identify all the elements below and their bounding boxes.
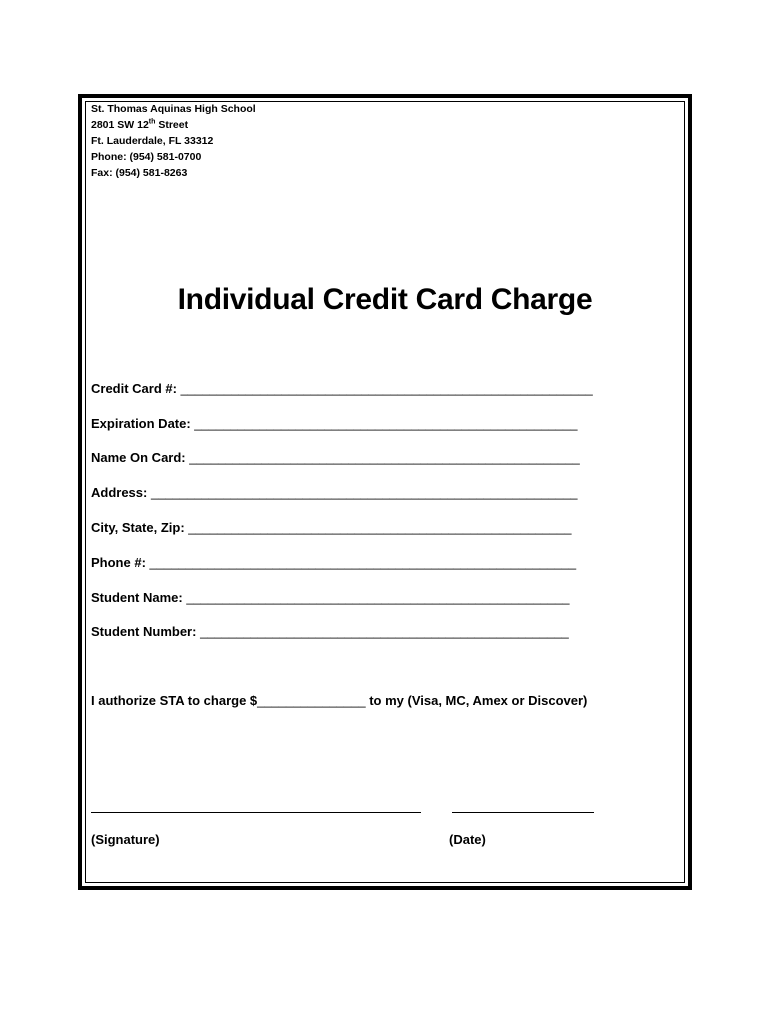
field-blank[interactable]: _____________________________________________________	[188, 520, 572, 535]
school-name: St. Thomas Aquinas High School	[91, 103, 256, 115]
school-street	[91, 117, 256, 133]
name-on-card-field[interactable]	[91, 450, 580, 465]
authorize-suffix: to my (Visa, MC, Amex or Discover)	[365, 693, 588, 708]
phone-field[interactable]	[91, 555, 576, 570]
date-caption: (Date)	[449, 832, 486, 847]
school-city: Ft. Lauderdale, FL 33312	[91, 135, 214, 147]
street-number: 2801 SW 12	[91, 119, 149, 131]
signature-caption: (Signature)	[91, 832, 160, 847]
school-fax: Fax: (954) 581-8263	[91, 167, 188, 179]
field-blank[interactable]: ___________________________________________________________	[150, 485, 578, 500]
field-label: Name On Card:	[91, 450, 190, 465]
authorize-prefix: I authorize STA to charge $	[91, 693, 258, 708]
field-label: Student Number:	[91, 624, 201, 639]
expiration-date-field[interactable]	[91, 416, 578, 431]
field-blank[interactable]: _____________________________________________________	[186, 590, 570, 605]
field-blank[interactable]: ___________________________________________________	[200, 624, 569, 639]
field-blank[interactable]: _____________________________________________________	[194, 416, 578, 431]
field-blank[interactable]: _________________________________________________________	[180, 381, 593, 396]
signature-line[interactable]	[91, 812, 421, 813]
field-label: City, State, Zip:	[91, 520, 189, 535]
city-state-zip-field[interactable]	[91, 520, 571, 535]
student-number-field[interactable]	[91, 624, 569, 639]
address-field[interactable]	[91, 485, 578, 500]
school-phone: Phone: (954) 581-0700	[91, 151, 202, 163]
student-name-field[interactable]	[91, 590, 570, 605]
field-label: Phone #:	[91, 555, 150, 570]
street-ordinal: th	[148, 118, 156, 126]
field-label: Credit Card #:	[91, 381, 181, 396]
field-label: Address:	[91, 485, 151, 500]
credit-card-number-field[interactable]	[91, 381, 593, 396]
field-blank[interactable]: ______________________________________________________	[189, 450, 580, 465]
street-suffix: Street	[155, 119, 189, 131]
field-blank[interactable]: ___________________________________________________________	[149, 555, 577, 570]
field-label: Student Name:	[91, 590, 187, 605]
school-header	[91, 101, 256, 181]
amount-blank[interactable]: _______________	[257, 693, 366, 708]
authorize-statement	[91, 693, 587, 708]
field-label: Expiration Date:	[91, 416, 195, 431]
form-title: Individual Credit Card Charge	[177, 283, 593, 316]
date-line[interactable]	[452, 812, 594, 813]
